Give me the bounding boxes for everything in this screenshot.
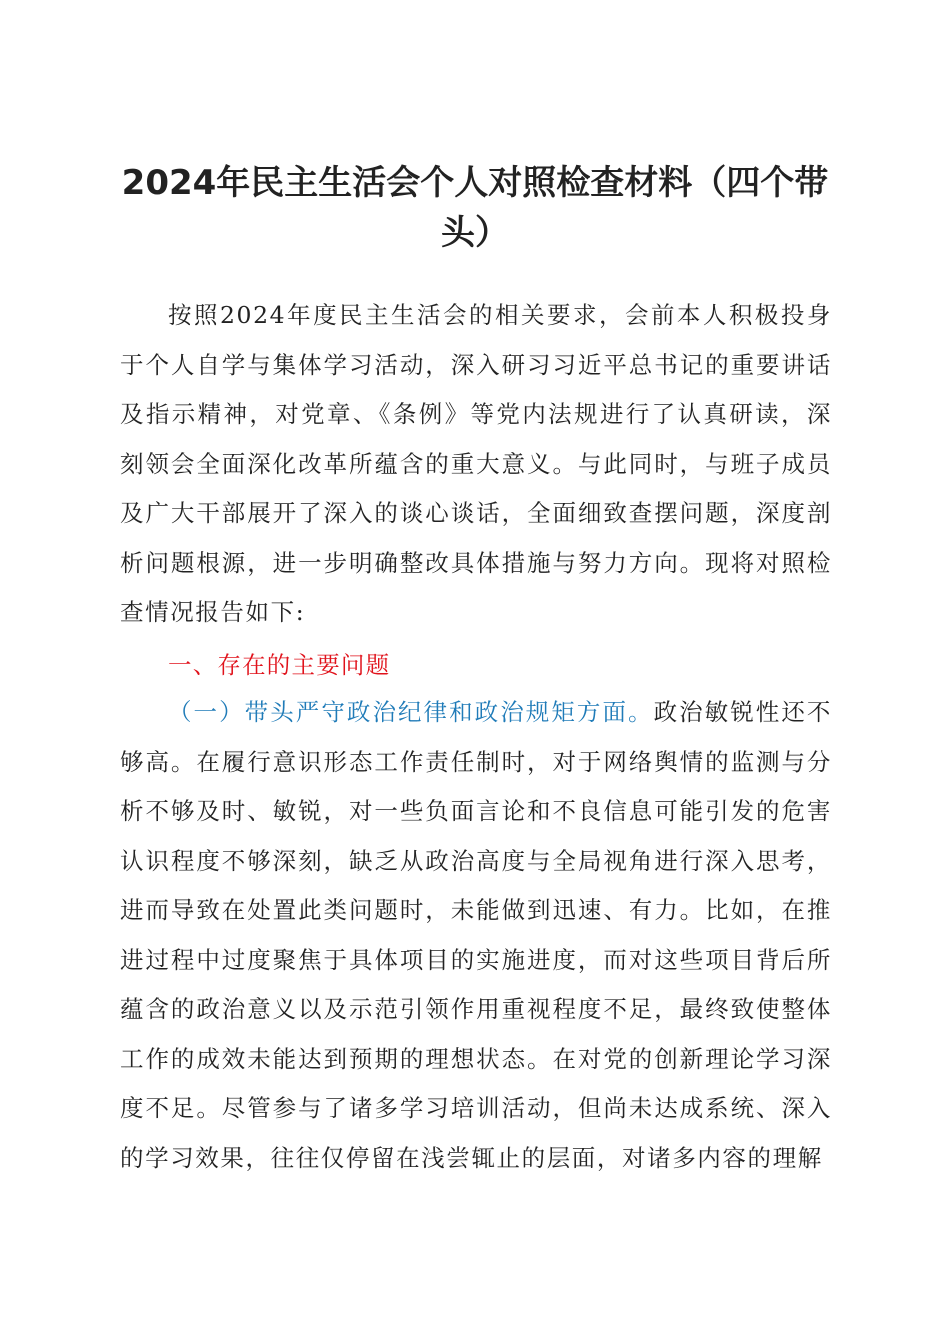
intro-paragraph: 按照2024年度民主生活会的相关要求，会前本人积极投身于个人自学与集体学习活动，深入研习习近平总书记的重要讲话及指示精神，对党章、《条例》等党内法规进行了认真研读，深刻领会全面深化改革所蕴含的重大意义。与此同时，与班子成员及广大干部展开了深入的谈心谈话，全面细致查摆问题，深度剖析问题根源，进一步明确整改具体措施与努力方向。现将对照检查情况报告如下: bbox=[120, 301, 832, 626]
subsection-text: 政治敏锐性还不够高。在履行意识形态工作责任制时，对于网络舆情的监测与分析不够及时、敏锐，对一些负面言论和不良信息可能引发的危害认识程度不够深刻，缺乏从政治高度与全局视角进行深入思考，进而导致在处置此类问题时，未能做到迅速、有力。比如，在推进过程中过度聚焦于具体项目的实施进度，而对这些项目背后所蕴含的政治意义以及示范引领作用重视程度不足，最终致使整体工作的成效未能达到预期的理想状态。在对党的创新理论学习深度不足。尽管参与了诸多学习培训活动，但尚未达成系统、深入的学习效果，往往仅停留在浅尝辄止的层面，对诸多内容的理解 bbox=[120, 698, 832, 1172]
section-heading-main-problems: 一、存在的主要问题 bbox=[168, 651, 391, 679]
subsection-heading: （一）带头严守政治纪律和政治规矩方面。 bbox=[168, 698, 654, 726]
subsection-paragraph-political-discipline bbox=[120, 688, 832, 1183]
document-title: 2024年民主生活会个人对照检查材料（四个带头） bbox=[121, 163, 829, 253]
